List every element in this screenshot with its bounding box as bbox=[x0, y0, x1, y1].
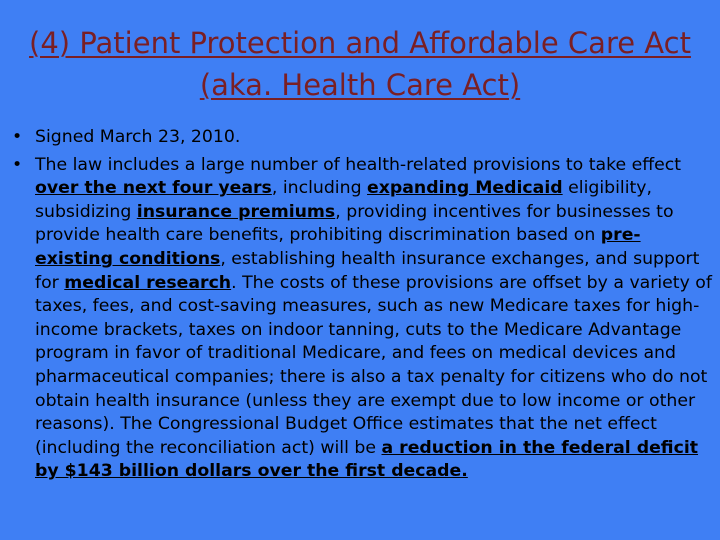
emphasis-over-next-four-years: over the next four years bbox=[35, 178, 272, 199]
bullet-item-provisions bbox=[12, 154, 712, 484]
bullet-text: Signed March 23, 2010. bbox=[35, 127, 241, 147]
bullet-text-segment: , including bbox=[271, 178, 368, 199]
bullet-text-segment: eligibility, subsidizing bbox=[35, 178, 653, 222]
bullet-text-segment: , providing incentives for businesses to provide health care benefits, prohibiting discrimination based on bbox=[35, 201, 674, 246]
bullet-list bbox=[12, 126, 712, 488]
bullet-dot-icon: • bbox=[12, 154, 23, 175]
emphasis-medical-research: medical research bbox=[64, 272, 232, 293]
bullet-text-segment: . The costs of these provisions are offset by a variety of taxes, fees, and cost-saving measures, such as new Medicare taxes for high-income brackets, taxes on indoor tanning, cuts to the Medicare Advantage program in favor of traditional Medicare, and fees on medical devices and pharmaceutical companies; there is also a tax penalty for citizens who do not obtain health insurance (unless they are exempt due to low income or other reasons). The Congressional Budget Office estimates that the net effect (including the reconciliation act) will be bbox=[35, 272, 712, 458]
emphasis-pre-existing-conditions: pre-existing conditions bbox=[35, 225, 641, 269]
emphasis-deficit-reduction: a reduction in the federal deficit by $143 billion dollars over the first decade. bbox=[35, 437, 699, 482]
bullet-text-segment: , establishing health insurance exchanges, and support for bbox=[35, 248, 700, 293]
emphasis-insurance-premiums: insurance premiums bbox=[136, 201, 336, 222]
bullet-dot-icon: • bbox=[12, 127, 23, 147]
bullet-text-segment: The law includes a large number of health-related provisions to take effect bbox=[35, 154, 682, 175]
bullet-item-signed bbox=[12, 126, 712, 150]
emphasis-expanding-medicaid: expanding Medicaid bbox=[367, 178, 563, 199]
slide-title: (4) Patient Protection and Affordable Care Act (aka. Health Care Act) bbox=[29, 26, 691, 102]
